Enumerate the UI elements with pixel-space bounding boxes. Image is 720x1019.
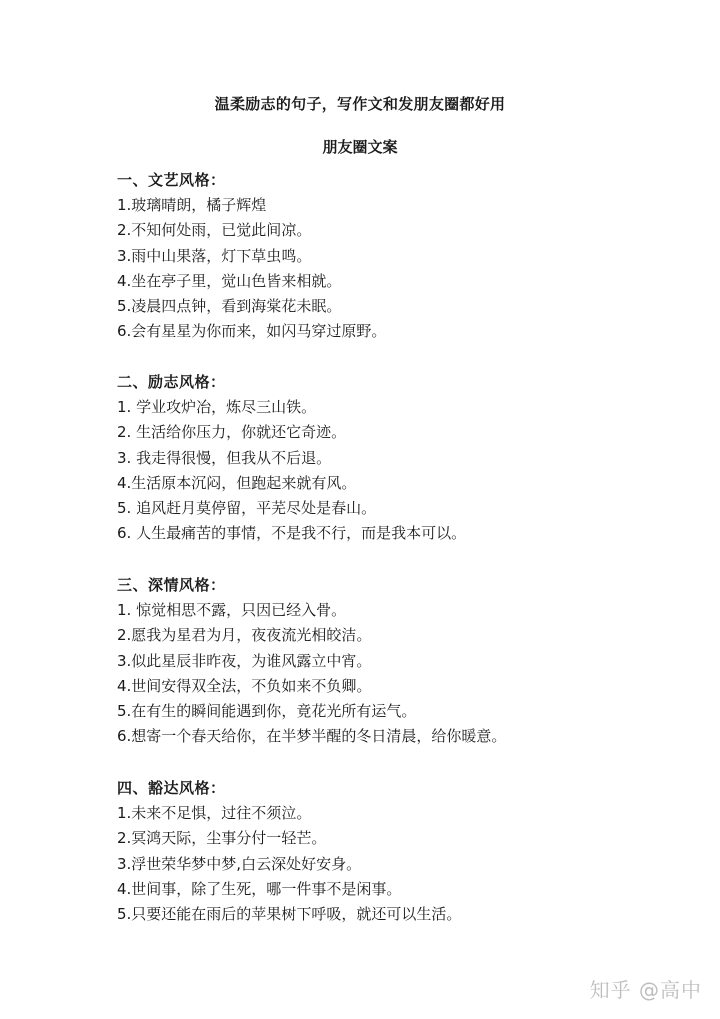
quote-item: 2.愿我为星君为月，夜夜流光相皎洁。 (117, 626, 372, 645)
quote-item: 4.生活原本沉闷，但跑起来就有风。 (117, 473, 357, 492)
quote-list (117, 395, 677, 547)
quote-item: 1. 学业攻炉冶，炼尽三山铁。 (117, 398, 317, 416)
quote-item: 5.在有生的瞬间能遇到你，竟花光所有运气。 (117, 702, 417, 721)
quote-list (117, 801, 677, 927)
quote-item: 3.浮世荣华梦中梦,白云深处好安身。 (117, 854, 362, 873)
quote-item: 5.只要还能在雨后的苹果树下呼吸，就还可以生活。 (117, 905, 462, 924)
section-heading: 二、励志风格： (117, 373, 226, 391)
quote-item: 1. 惊觉相思不露，只因已经入骨。 (117, 601, 347, 619)
quote-item: 6.会有星星为你而来，如闪马穿过原野。 (117, 322, 387, 341)
quote-item: 4.坐在亭子里，觉山色皆来相就。 (117, 271, 342, 290)
section-literary-style (117, 168, 677, 345)
section-heading: 一、文艺风格： (117, 171, 226, 189)
watermark: 知乎 @高中 (589, 978, 702, 1002)
quote-item: 3. 我走得很慢，但我从不后退。 (117, 448, 332, 467)
quote-item: 1.未来不足惧，过往不须泣。 (117, 804, 312, 822)
quote-item: 5.凌晨四点钟，看到海棠花未眠。 (117, 297, 342, 316)
section-heading: 三、深情风格： (117, 576, 226, 594)
quote-item: 5. 追风赶月莫停留，平芜尽处是春山。 (117, 499, 377, 518)
quote-list (117, 598, 677, 750)
quote-item: 2.冥鸿天际，尘事分付一轻芒。 (117, 829, 327, 848)
document-title: 温柔励志的句子，写作文和发朋友圈都好用 (214, 95, 506, 113)
section-affectionate-style (117, 573, 677, 750)
document-subtitle: 朋友圈文案 (322, 138, 398, 156)
quote-item: 2. 生活给你压力，你就还它奇迹。 (117, 423, 347, 442)
quote-item: 6.想寄一个春天给你，在半梦半醒的冬日清晨，给你暖意。 (117, 727, 507, 746)
quote-item: 6. 人生最痛苦的事情，不是我不行，而是我本可以。 (117, 524, 467, 543)
quote-item: 4.世间事，除了生死，哪一件事不是闲事。 (117, 879, 402, 898)
quote-item: 1.玻璃晴朗，橘子辉煌 (117, 196, 267, 214)
section-heading: 四、豁达风格： (117, 779, 226, 797)
quote-item: 4.世间安得双全法，不负如来不负卿。 (117, 676, 372, 695)
section-inspirational-style (117, 370, 677, 547)
section-open-minded-style (117, 776, 677, 927)
quote-item: 3.似此星辰非昨夜，为谁风露立中宵。 (117, 651, 372, 670)
quote-item: 3.雨中山果落，灯下草虫鸣。 (117, 246, 312, 265)
quote-item: 2.不知何处雨，已觉此间凉。 (117, 221, 312, 240)
quote-list (117, 193, 677, 345)
